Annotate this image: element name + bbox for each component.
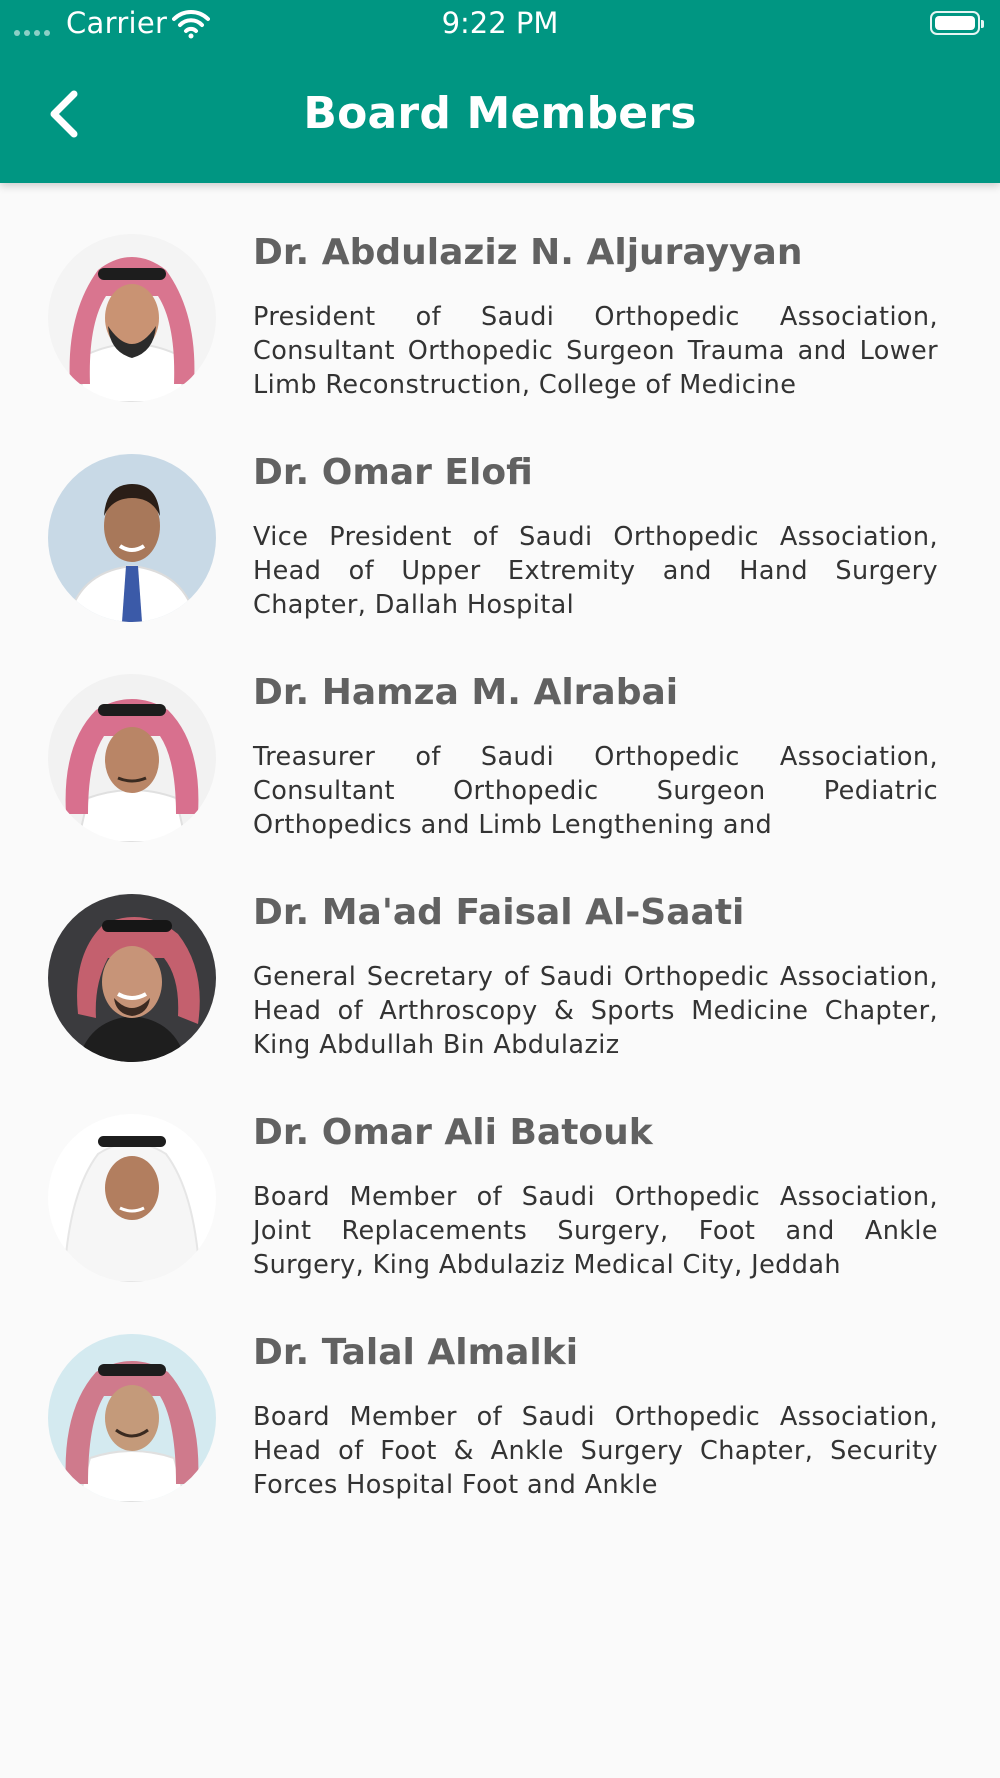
member-row[interactable] <box>0 1300 1000 1500</box>
member-avatar <box>48 1114 216 1282</box>
member-row[interactable] <box>0 1080 1000 1280</box>
member-description: President of Saudi Orthopedic Association, Consultant Orthopedic Surgeon Trauma and Lower Limb Reconstruction, College of Medicine <box>253 302 938 400</box>
carrier-label: Carrier <box>66 6 168 40</box>
member-description: Vice President of Saudi Orthopedic Association, Head of Upper Extremity and Hand Surgery Chapter, Dallah Hospital <box>253 522 938 620</box>
member-name: Dr. Talal Almalki <box>253 1332 579 1373</box>
member-description: Treasurer of Saudi Orthopedic Association, Consultant Orthopedic Surgeon Pediatric Orthopedics and Limb Lengthening and <box>253 742 938 840</box>
member-name: Dr. Abdulaziz N. Aljurayyan <box>253 232 803 273</box>
member-avatar <box>48 454 216 622</box>
member-row[interactable] <box>0 860 1000 1060</box>
member-avatar <box>48 234 216 402</box>
page-title: Board Members <box>303 88 697 139</box>
member-avatar <box>48 894 216 1062</box>
status-bar <box>0 0 1000 48</box>
status-time: 9:22 PM <box>441 6 559 40</box>
member-row[interactable] <box>0 420 1000 620</box>
battery-icon <box>930 11 980 35</box>
app-header <box>0 0 1000 183</box>
member-description: Board Member of Saudi Orthopedic Association, Joint Replacements Surgery, Foot and Ankle Surgery, King Abdulaziz Medical City, Jeddah <box>253 1182 938 1280</box>
member-row[interactable] <box>0 200 1000 400</box>
member-description: Board Member of Saudi Orthopedic Association, Head of Foot & Ankle Surgery Chapter, Security Forces Hospital Foot and Ankle <box>253 1402 938 1500</box>
member-name: Dr. Omar Ali Batouk <box>253 1112 653 1153</box>
member-name: Dr. Hamza M. Alrabai <box>253 672 679 713</box>
navigation-bar <box>0 60 1000 170</box>
member-name: Dr. Omar Elofi <box>253 452 533 493</box>
member-name: Dr. Ma'ad Faisal Al-Saati <box>253 892 745 933</box>
member-row[interactable] <box>0 640 1000 840</box>
member-avatar <box>48 1334 216 1502</box>
member-avatar <box>48 674 216 842</box>
member-description: General Secretary of Saudi Orthopedic Association, Head of Arthroscopy & Sports Medicine Chapter, King Abdullah Bin Abdulaziz <box>253 962 938 1060</box>
